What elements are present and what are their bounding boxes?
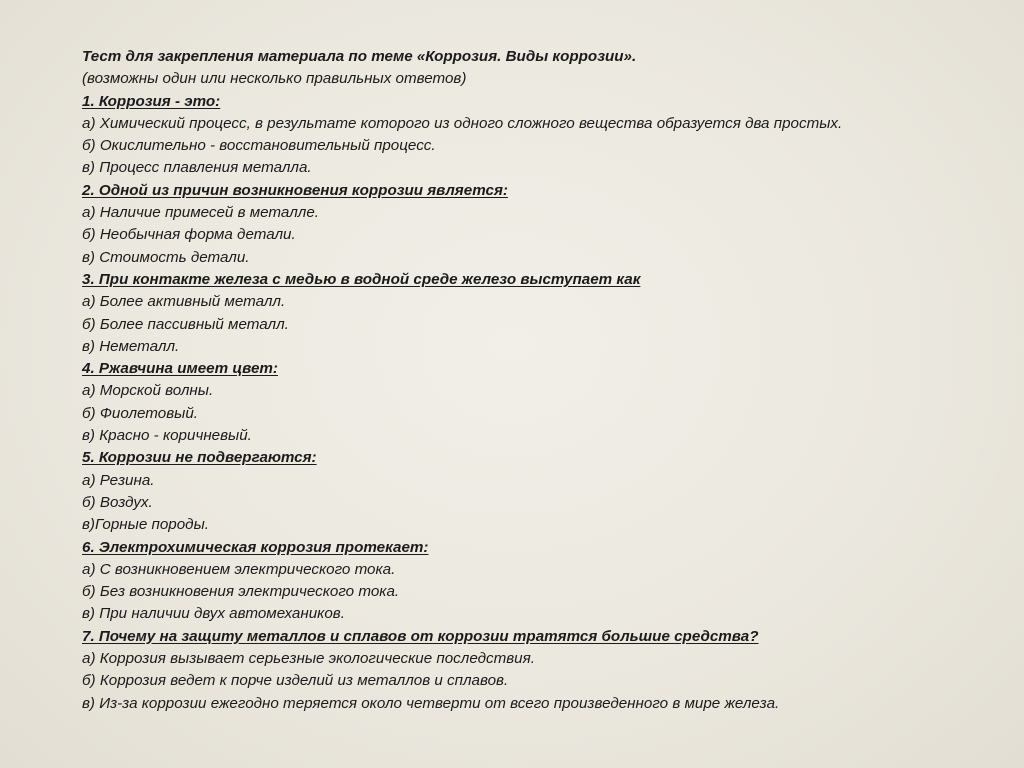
- answer-option: в)Горные породы.: [82, 516, 209, 534]
- question-heading: 4. Ржавчина имеет цвет:: [82, 360, 278, 378]
- document-title: Тест для закрепления материала по теме «Коррозия. Виды коррозии».: [82, 48, 637, 65]
- question-block-6: [82, 537, 982, 626]
- question-block-7: [82, 626, 982, 715]
- answer-option: б) Более пассивный металл.: [82, 315, 289, 333]
- answer-option: б) Окислительно - восстановительный процесс.: [82, 137, 436, 155]
- question-block-1: [82, 91, 982, 180]
- answer-option: в) Из-за коррозии ежегодно теряется около четверти от всего произведенного в мире железа.: [82, 694, 780, 712]
- question-heading: 1. Коррозия - это:: [82, 92, 221, 110]
- answer-option: в) При наличии двух автомехаников.: [82, 605, 345, 623]
- answer-option: а) Резина.: [82, 471, 155, 489]
- question-block-2: [82, 180, 982, 269]
- answer-option: б) Фиолетовый.: [82, 404, 198, 422]
- question-block-4: [82, 358, 982, 447]
- question-block-5: [82, 447, 982, 536]
- answer-option: а) С возникновением электрического тока.: [82, 560, 396, 578]
- question-block-3: [82, 269, 982, 358]
- answer-option: в) Процесс плавления металла.: [82, 159, 312, 177]
- question-heading: 2. Одной из причин возникновения коррозии является:: [82, 181, 508, 199]
- answer-option: б) Коррозия ведет к порче изделий из металлов и сплавов.: [82, 672, 509, 690]
- answer-option: а) Более активный металл.: [82, 293, 286, 311]
- document-subtitle: (возможны один или несколько правильных ответов): [82, 70, 467, 88]
- answer-option: в) Неметалл.: [82, 337, 180, 355]
- answer-option: б) Необычная форма детали.: [82, 226, 296, 244]
- answer-option: б) Без возникновения электрического тока.: [82, 583, 400, 601]
- question-heading: 3. При контакте железа с медью в водной среде железо выступает как: [82, 270, 641, 288]
- answer-option: а) Морской волны.: [82, 382, 214, 400]
- answer-option: а) Наличие примесей в металле.: [82, 204, 319, 222]
- answer-option: в) Стоимость детали.: [82, 248, 250, 266]
- question-heading: 5. Коррозии не подвергаются:: [82, 449, 317, 467]
- answer-option: б) Воздух.: [82, 493, 153, 511]
- answer-option: в) Красно - коричневый.: [82, 427, 252, 445]
- answer-option: а) Химический процесс, в результате которого из одного сложного вещества образуется два простых.: [82, 114, 843, 132]
- answer-option: а) Коррозия вызывает серьезные экологические последствия.: [82, 650, 535, 668]
- question-heading: 6. Электрохимическая коррозия протекает:: [82, 538, 429, 556]
- test-document: [82, 46, 982, 715]
- question-heading: 7. Почему на защиту металлов и сплавов от коррозии тратятся большие средства?: [82, 627, 759, 645]
